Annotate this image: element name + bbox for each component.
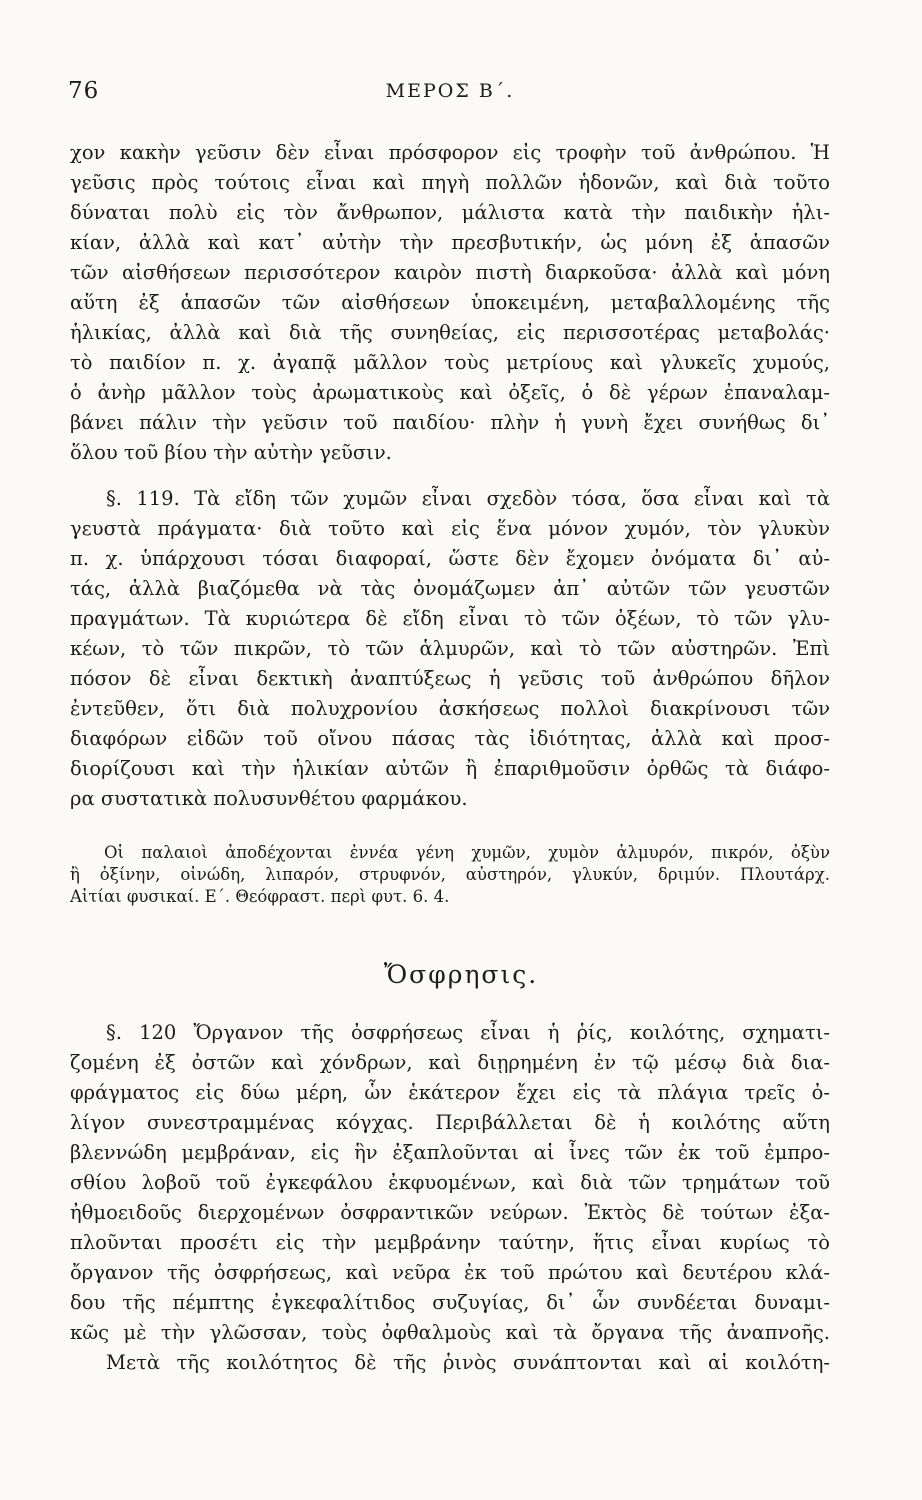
text-line: χον κακὴν γεῦσιν δὲν εἶναι πρόσφορον εἰς τροφὴν τοῦ ἀνθρώπου. Ἡ [70,141,830,164]
footnote [70,842,830,908]
text-line: δύναται πολὺ εἰς τὸν ἄνθρωπον, μάλιστα κατὰ τὴν παιδικὴν ἡλι- [70,201,830,224]
text-line: διαφόρων εἰδῶν τοῦ οἴνου πάσας τὰς ἰδιότητας, ἀλλὰ καὶ προσ- [70,727,830,750]
text-line: σθίου λοβοῦ τοῦ ἐγκεφάλου ἐκφυομένων, καὶ διὰ τῶν τρημάτων τοῦ [70,1171,830,1194]
text-line: ὅλου τοῦ βίου τὴν αὐτὴν γεῦσιν. [70,441,392,464]
text-line: §. 119. Τὰ εἴδη τῶν χυμῶν εἶναι σχεδὸν τόσα, ὅσα εἶναι καὶ τὰ [106,487,830,510]
text-line: κίαν, ἀλλὰ καὶ κατ᾽ αὐτὴν τὴν πρεσβυτικήν, ὡς μόνη ἐξ ἁπασῶν [70,231,830,254]
text-line: ὁ ἀνὴρ μᾶλλον τοὺς ἀρωματικοὺς καὶ ὀξεῖς, ὁ δὲ γέρων ἐπαναλαμ- [70,381,830,404]
text-line: κέων, τὸ τῶν πικρῶν, τὸ τῶν ἁλμυρῶν, καὶ τὸ τῶν αὐστηρῶν. Ἐπὶ [70,637,830,660]
section-heading-smell: Ὄσφρησις. [383,960,539,989]
text-line: δου τῆς πέμπτης ἐγκεφαλίτιδος συζυγίας, δι᾽ ὧν συνδέεται δυναμι- [70,1291,830,1314]
paragraph-section-120 [70,1018,830,1378]
text-line: ἐντεῦθεν, ὅτι διὰ πολυχρονίου ἀσκήσεως πολλοὶ διακρίνουσι τῶν [70,697,830,720]
page-number: 76 [68,78,100,104]
text-line: ρα συστατικὰ πολυσυνθέτου φαρμάκου. [70,787,468,810]
footnote-line: Αἰτίαι φυσικαί. Ε΄. Θεόφραστ. περὶ φυτ. 6. 4. [70,887,450,906]
text-line: γευστὰ πράγματα· διὰ τοῦτο καὶ εἰς ἕνα μόνον χυμόν, τὸν γλυκὺν [70,517,830,540]
text-line: ἠθμοειδοῦς διερχομένων ὀσφραντικῶν νεύρων. Ἐκτὸς δὲ τούτων ἐξα- [70,1201,830,1224]
text-line: πόσον δὲ εἶναι δεκτικὴ ἀναπτύξεως ἡ γεῦσις τοῦ ἀνθρώπου δῆλον [70,667,830,690]
text-line: Μετὰ τῆς κοιλότητος δὲ τῆς ῥινὸς συνάπτονται καὶ αἱ κοιλότη- [106,1351,830,1374]
text-line: τάς, ἀλλὰ βιαζόμεθα νὰ τὰς ὀνομάζωμεν ἀπ᾽ αὐτῶν τῶν γευστῶν [70,577,830,600]
text-line: ὄργανον τῆς ὀσφρήσεως, καὶ νεῦρα ἐκ τοῦ πρώτου καὶ δευτέρου κλά- [70,1261,830,1284]
text-line: ἡλικίας, ἀλλὰ καὶ διὰ τῆς συνηθείας, εἰς περισσοτέρας μεταβολάς· [70,321,830,344]
text-line: γεῦσις πρὸς τούτοις εἶναι καὶ πηγὴ πολλῶν ἡδονῶν, καὶ διὰ τοῦτο [70,171,830,194]
text-line: βάνει πάλιν τὴν γεῦσιν τοῦ παιδίου· πλὴν ἡ γυνὴ ἔχει συνήθως δι᾽ [70,411,830,434]
text-line: π. χ. ὑπάρχουσι τόσαι διαφοραί, ὥστε δὲν ἔχομεν ὀνόματα δι᾽ αὐ- [70,547,830,570]
paragraph-taste-continued [70,138,830,468]
running-head [68,78,832,112]
text-line: §. 120 Ὄργανον τῆς ὀσφρήσεως εἶναι ἡ ῥίς, κοιλότης, σχηματι- [106,1021,830,1044]
text-line: βλεννώδη μεμβράναν, εἰς ἣν ἐξαπλοῦνται αἱ ἶνες τῶν ἐκ τοῦ ἐμπρο- [70,1141,830,1164]
paragraph-section-119 [70,484,830,814]
text-line: ζομένη ἐξ ὀστῶν καὶ χόνδρων, καὶ διῃρημένη ἐν τῷ μέσῳ διὰ δια- [70,1051,830,1074]
text-line: τὸ παιδίον π. χ. ἀγαπᾷ μᾶλλον τοὺς μετρίους καὶ γλυκεῖς χυμούς, [70,351,830,374]
text-line: διορίζουσι καὶ τὴν ἡλικίαν αὐτῶν ἢ ἐπαριθμοῦσιν ὀρθῶς τὰ διάφο- [70,757,830,780]
text-line: αὕτη ἐξ ἁπασῶν τῶν αἰσθήσεων ὑποκειμένη, μεταβαλλομένης τῆς [70,291,830,314]
footnote-line: Οἱ παλαιοὶ ἀποδέχονται ἐννέα γένη χυμῶν, χυμὸν ἁλμυρόν, πικρόν, ὀξὺν [104,843,830,862]
footnote-line: ἢ ὀξίνην, οἰνώδη, λιπαρόν, στρυφνόν, αὐστηρόν, γλυκύν, δριμύν. Πλουτάρχ. [70,865,830,884]
text-line: φράγματος εἰς δύω μέρη, ὧν ἑκάτερον ἔχει εἰς τὰ πλάγια τρεῖς ὀ- [70,1081,830,1104]
text-line: πλοῦνται προσέτι εἰς τὴν μεμβράνην ταύτην, ἥτις εἶναι κυρίως τὸ [70,1231,830,1254]
text-line: τῶν αἰσθήσεων περισσότερον καιρὸν πιστὴ διαρκοῦσα· ἀλλὰ καὶ μόνη [70,261,830,284]
text-line: κῶς μὲ τὴν γλῶσσαν, τοὺς ὀφθαλμοὺς καὶ τὰ ὄργανα τῆς ἀναπνοῆς. [70,1321,830,1344]
text-line: πραγμάτων. Τὰ κυριώτερα δὲ εἴδη εἶναι τὸ τῶν ὀξέων, τὸ τῶν γλυ- [70,607,830,630]
text-line: λίγον συνεστραμμένας κόγχας. Περιβάλλεται δὲ ἡ κοιλότης αὕτη [70,1111,830,1134]
section-title: ΜΕΡΟΣ Β΄. [385,80,515,102]
